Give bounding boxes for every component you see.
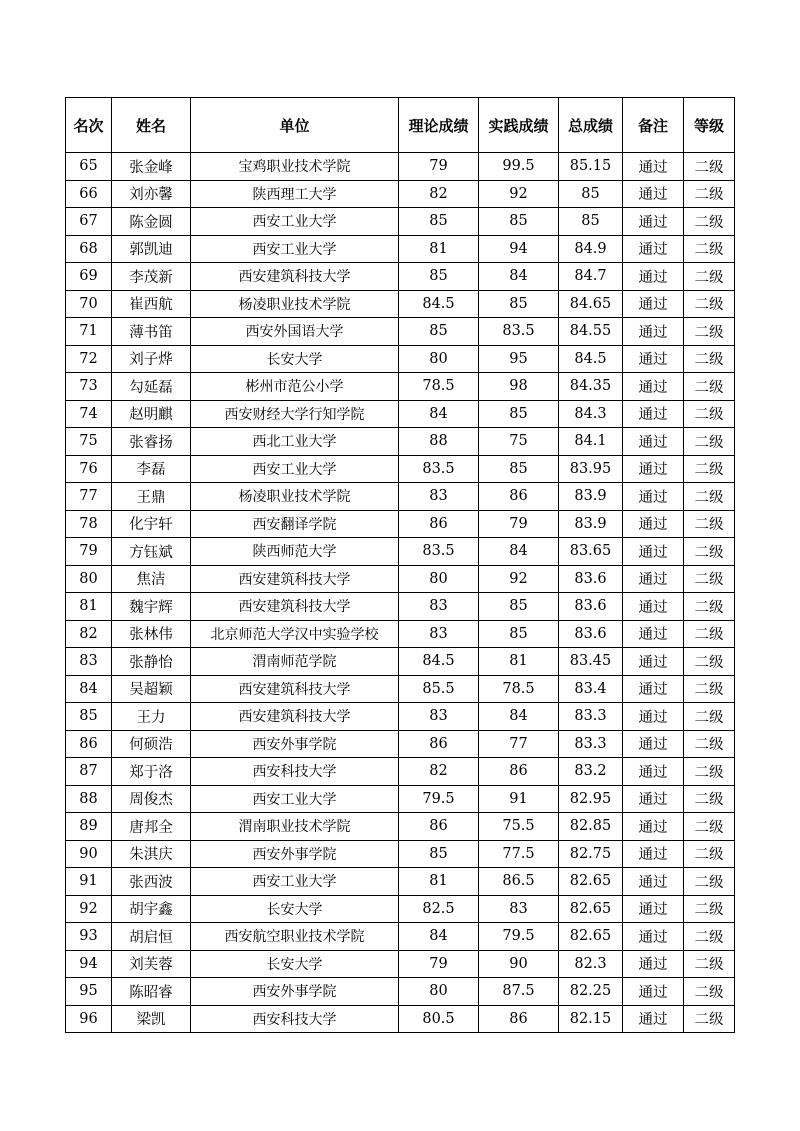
cell-level: 二级: [684, 950, 735, 978]
cell-unit: 渭南师范学院: [191, 648, 399, 676]
table-row: [66, 510, 735, 538]
cell-remark: 通过: [623, 730, 684, 758]
cell-total-score: 84.3: [559, 400, 623, 428]
cell-total-score: 83.2: [559, 758, 623, 786]
cell-name: 唐邦全: [112, 813, 191, 841]
cell-remark: 通过: [623, 785, 684, 813]
cell-level: 二级: [684, 483, 735, 511]
cell-name: 郑于洛: [112, 758, 191, 786]
cell-unit: 杨凌职业技术学院: [191, 290, 399, 318]
cell-total-score: 83.3: [559, 730, 623, 758]
cell-rank: 72: [66, 345, 112, 373]
cell-theory-score: 83: [399, 703, 479, 731]
cell-rank: 90: [66, 840, 112, 868]
cell-remark: 通过: [623, 538, 684, 566]
cell-theory-score: 85: [399, 840, 479, 868]
cell-practice-score: 94: [479, 235, 559, 263]
table-row: [66, 400, 735, 428]
cell-rank: 75: [66, 428, 112, 456]
cell-unit: 西安建筑科技大学: [191, 263, 399, 291]
cell-name: 张西波: [112, 868, 191, 896]
table-row: [66, 153, 735, 181]
cell-remark: 通过: [623, 648, 684, 676]
cell-practice-score: 92: [479, 565, 559, 593]
table-row: [66, 538, 735, 566]
cell-unit: 陕西理工大学: [191, 180, 399, 208]
cell-level: 二级: [684, 1005, 735, 1033]
cell-name: 刘芙蓉: [112, 950, 191, 978]
cell-level: 二级: [684, 428, 735, 456]
cell-remark: 通过: [623, 758, 684, 786]
cell-total-score: 84.1: [559, 428, 623, 456]
cell-name: 何硕浩: [112, 730, 191, 758]
cell-remark: 通过: [623, 483, 684, 511]
cell-unit: 西安建筑科技大学: [191, 675, 399, 703]
cell-rank: 71: [66, 318, 112, 346]
cell-total-score: 83.9: [559, 510, 623, 538]
cell-remark: 通过: [623, 373, 684, 401]
table-row: [66, 730, 735, 758]
cell-name: 陈昭睿: [112, 978, 191, 1006]
cell-theory-score: 82: [399, 758, 479, 786]
cell-name: 焦洁: [112, 565, 191, 593]
cell-level: 二级: [684, 840, 735, 868]
cell-remark: 通过: [623, 345, 684, 373]
cell-name: 胡启恒: [112, 923, 191, 951]
cell-total-score: 83.6: [559, 620, 623, 648]
cell-name: 刘亦馨: [112, 180, 191, 208]
table-header-row: [66, 98, 735, 153]
cell-theory-score: 83: [399, 483, 479, 511]
cell-total-score: 84.35: [559, 373, 623, 401]
cell-total-score: 83.45: [559, 648, 623, 676]
cell-level: 二级: [684, 895, 735, 923]
cell-theory-score: 80: [399, 345, 479, 373]
cell-total-score: 82.65: [559, 895, 623, 923]
results-table: [65, 97, 735, 1033]
cell-level: 二级: [684, 538, 735, 566]
cell-practice-score: 81: [479, 648, 559, 676]
cell-rank: 67: [66, 208, 112, 236]
header-rank: 名次: [66, 98, 112, 153]
cell-name: 张睿扬: [112, 428, 191, 456]
cell-unit: 渭南职业技术学院: [191, 813, 399, 841]
cell-rank: 92: [66, 895, 112, 923]
cell-practice-score: 84: [479, 703, 559, 731]
table-row: [66, 455, 735, 483]
cell-level: 二级: [684, 400, 735, 428]
cell-rank: 79: [66, 538, 112, 566]
cell-total-score: 84.7: [559, 263, 623, 291]
cell-theory-score: 83.5: [399, 455, 479, 483]
cell-level: 二级: [684, 153, 735, 181]
cell-remark: 通过: [623, 565, 684, 593]
table-row: [66, 813, 735, 841]
cell-level: 二级: [684, 263, 735, 291]
cell-name: 李茂新: [112, 263, 191, 291]
cell-rank: 84: [66, 675, 112, 703]
cell-rank: 68: [66, 235, 112, 263]
cell-name: 赵明麒: [112, 400, 191, 428]
table-row: [66, 318, 735, 346]
cell-practice-score: 79.5: [479, 923, 559, 951]
cell-name: 薄书笛: [112, 318, 191, 346]
table-row: [66, 345, 735, 373]
table-row: [66, 263, 735, 291]
cell-name: 王鼎: [112, 483, 191, 511]
table-row: [66, 373, 735, 401]
cell-name: 陈金圆: [112, 208, 191, 236]
cell-remark: 通过: [623, 510, 684, 538]
cell-theory-score: 85: [399, 263, 479, 291]
cell-unit: 西安建筑科技大学: [191, 703, 399, 731]
cell-theory-score: 78.5: [399, 373, 479, 401]
cell-theory-score: 82: [399, 180, 479, 208]
cell-practice-score: 78.5: [479, 675, 559, 703]
cell-theory-score: 84.5: [399, 648, 479, 676]
cell-remark: 通过: [623, 153, 684, 181]
cell-level: 二级: [684, 730, 735, 758]
cell-unit: 彬州市范公小学: [191, 373, 399, 401]
cell-theory-score: 86: [399, 730, 479, 758]
cell-unit: 长安大学: [191, 345, 399, 373]
cell-level: 二级: [684, 758, 735, 786]
cell-rank: 66: [66, 180, 112, 208]
cell-theory-score: 82.5: [399, 895, 479, 923]
cell-rank: 95: [66, 978, 112, 1006]
cell-theory-score: 79: [399, 950, 479, 978]
cell-total-score: 82.15: [559, 1005, 623, 1033]
cell-total-score: 82.65: [559, 868, 623, 896]
cell-name: 崔西航: [112, 290, 191, 318]
cell-total-score: 83.65: [559, 538, 623, 566]
cell-level: 二级: [684, 510, 735, 538]
table-row: [66, 895, 735, 923]
cell-practice-score: 98: [479, 373, 559, 401]
table-row: [66, 428, 735, 456]
table-row: [66, 978, 735, 1006]
cell-total-score: 83.4: [559, 675, 623, 703]
cell-remark: 通过: [623, 675, 684, 703]
cell-practice-score: 85: [479, 620, 559, 648]
cell-practice-score: 77.5: [479, 840, 559, 868]
table-row: [66, 950, 735, 978]
cell-total-score: 82.95: [559, 785, 623, 813]
cell-rank: 70: [66, 290, 112, 318]
cell-unit: 陕西师范大学: [191, 538, 399, 566]
cell-level: 二级: [684, 235, 735, 263]
cell-remark: 通过: [623, 455, 684, 483]
cell-level: 二级: [684, 923, 735, 951]
cell-level: 二级: [684, 978, 735, 1006]
cell-theory-score: 81: [399, 868, 479, 896]
cell-unit: 宝鸡职业技术学院: [191, 153, 399, 181]
cell-theory-score: 86: [399, 510, 479, 538]
cell-level: 二级: [684, 208, 735, 236]
cell-rank: 82: [66, 620, 112, 648]
cell-practice-score: 85: [479, 208, 559, 236]
table-row: [66, 483, 735, 511]
cell-practice-score: 86: [479, 758, 559, 786]
cell-rank: 85: [66, 703, 112, 731]
cell-practice-score: 79: [479, 510, 559, 538]
cell-unit: 西安建筑科技大学: [191, 593, 399, 621]
cell-unit: 长安大学: [191, 950, 399, 978]
cell-unit: 西安财经大学行知学院: [191, 400, 399, 428]
cell-level: 二级: [684, 318, 735, 346]
table-row: [66, 648, 735, 676]
cell-practice-score: 86: [479, 1005, 559, 1033]
cell-remark: 通过: [623, 813, 684, 841]
cell-practice-score: 85: [479, 290, 559, 318]
cell-practice-score: 91: [479, 785, 559, 813]
cell-theory-score: 85.5: [399, 675, 479, 703]
cell-theory-score: 79: [399, 153, 479, 181]
cell-practice-score: 83.5: [479, 318, 559, 346]
table-row: [66, 593, 735, 621]
header-name: 姓名: [112, 98, 191, 153]
cell-unit: 西北工业大学: [191, 428, 399, 456]
cell-theory-score: 81: [399, 235, 479, 263]
cell-practice-score: 75.5: [479, 813, 559, 841]
cell-remark: 通过: [623, 428, 684, 456]
header-unit: 单位: [191, 98, 399, 153]
cell-practice-score: 75: [479, 428, 559, 456]
cell-level: 二级: [684, 648, 735, 676]
cell-level: 二级: [684, 868, 735, 896]
cell-name: 张金峰: [112, 153, 191, 181]
table-row: [66, 620, 735, 648]
cell-practice-score: 86.5: [479, 868, 559, 896]
cell-theory-score: 83: [399, 620, 479, 648]
cell-name: 张静怡: [112, 648, 191, 676]
cell-level: 二级: [684, 675, 735, 703]
cell-unit: 西安科技大学: [191, 758, 399, 786]
cell-total-score: 82.65: [559, 923, 623, 951]
cell-rank: 80: [66, 565, 112, 593]
cell-practice-score: 85: [479, 593, 559, 621]
table-row: [66, 868, 735, 896]
header-remark: 备注: [623, 98, 684, 153]
cell-rank: 91: [66, 868, 112, 896]
cell-remark: 通过: [623, 950, 684, 978]
header-theory-score: 理论成绩: [399, 98, 479, 153]
cell-theory-score: 85: [399, 208, 479, 236]
cell-level: 二级: [684, 620, 735, 648]
cell-name: 梁凯: [112, 1005, 191, 1033]
cell-total-score: 83.6: [559, 593, 623, 621]
cell-practice-score: 85: [479, 400, 559, 428]
cell-unit: 西安外事学院: [191, 840, 399, 868]
cell-theory-score: 80: [399, 978, 479, 1006]
cell-theory-score: 84.5: [399, 290, 479, 318]
cell-level: 二级: [684, 290, 735, 318]
header-practice-score: 实践成绩: [479, 98, 559, 153]
cell-rank: 93: [66, 923, 112, 951]
cell-total-score: 84.5: [559, 345, 623, 373]
cell-level: 二级: [684, 345, 735, 373]
cell-total-score: 83.6: [559, 565, 623, 593]
cell-theory-score: 80.5: [399, 1005, 479, 1033]
cell-remark: 通过: [623, 318, 684, 346]
cell-unit: 西安科技大学: [191, 1005, 399, 1033]
cell-theory-score: 85: [399, 318, 479, 346]
table-row: [66, 208, 735, 236]
cell-remark: 通过: [623, 400, 684, 428]
cell-theory-score: 86: [399, 813, 479, 841]
cell-rank: 96: [66, 1005, 112, 1033]
cell-remark: 通过: [623, 703, 684, 731]
cell-total-score: 84.65: [559, 290, 623, 318]
cell-remark: 通过: [623, 208, 684, 236]
cell-practice-score: 84: [479, 263, 559, 291]
cell-rank: 87: [66, 758, 112, 786]
cell-name: 魏宇辉: [112, 593, 191, 621]
cell-practice-score: 90: [479, 950, 559, 978]
cell-unit: 西安工业大学: [191, 868, 399, 896]
cell-remark: 通过: [623, 235, 684, 263]
cell-rank: 69: [66, 263, 112, 291]
cell-rank: 78: [66, 510, 112, 538]
cell-practice-score: 85: [479, 455, 559, 483]
cell-total-score: 82.3: [559, 950, 623, 978]
cell-total-score: 82.75: [559, 840, 623, 868]
cell-total-score: 84.55: [559, 318, 623, 346]
cell-unit: 长安大学: [191, 895, 399, 923]
cell-total-score: 82.85: [559, 813, 623, 841]
table-row: [66, 290, 735, 318]
cell-name: 胡宇鑫: [112, 895, 191, 923]
cell-name: 郭凯迪: [112, 235, 191, 263]
table-row: [66, 923, 735, 951]
cell-theory-score: 84: [399, 923, 479, 951]
cell-name: 吴超颖: [112, 675, 191, 703]
cell-rank: 77: [66, 483, 112, 511]
cell-level: 二级: [684, 180, 735, 208]
cell-practice-score: 92: [479, 180, 559, 208]
cell-level: 二级: [684, 593, 735, 621]
cell-name: 化宇轩: [112, 510, 191, 538]
table-row: [66, 180, 735, 208]
cell-remark: 通过: [623, 290, 684, 318]
cell-remark: 通过: [623, 180, 684, 208]
cell-unit: 西安建筑科技大学: [191, 565, 399, 593]
cell-remark: 通过: [623, 263, 684, 291]
cell-rank: 89: [66, 813, 112, 841]
cell-unit: 西安航空职业技术学院: [191, 923, 399, 951]
cell-theory-score: 88: [399, 428, 479, 456]
cell-practice-score: 84: [479, 538, 559, 566]
cell-remark: 通过: [623, 978, 684, 1006]
cell-name: 周俊杰: [112, 785, 191, 813]
cell-remark: 通过: [623, 1005, 684, 1033]
table-row: [66, 565, 735, 593]
cell-unit: 西安工业大学: [191, 455, 399, 483]
cell-practice-score: 99.5: [479, 153, 559, 181]
cell-level: 二级: [684, 373, 735, 401]
cell-total-score: 83.3: [559, 703, 623, 731]
cell-remark: 通过: [623, 620, 684, 648]
cell-total-score: 84.9: [559, 235, 623, 263]
cell-theory-score: 83.5: [399, 538, 479, 566]
cell-theory-score: 80: [399, 565, 479, 593]
cell-practice-score: 95: [479, 345, 559, 373]
cell-theory-score: 83: [399, 593, 479, 621]
table-body: [66, 153, 735, 1033]
cell-rank: 88: [66, 785, 112, 813]
cell-total-score: 83.9: [559, 483, 623, 511]
table-row: [66, 1005, 735, 1033]
cell-rank: 86: [66, 730, 112, 758]
table-row: [66, 758, 735, 786]
cell-remark: 通过: [623, 840, 684, 868]
cell-unit: 西安工业大学: [191, 785, 399, 813]
table-row: [66, 703, 735, 731]
cell-level: 二级: [684, 565, 735, 593]
cell-rank: 83: [66, 648, 112, 676]
cell-rank: 94: [66, 950, 112, 978]
table-row: [66, 785, 735, 813]
cell-practice-score: 86: [479, 483, 559, 511]
header-total-score: 总成绩: [559, 98, 623, 153]
cell-rank: 65: [66, 153, 112, 181]
cell-level: 二级: [684, 455, 735, 483]
table-row: [66, 675, 735, 703]
cell-unit: 杨凌职业技术学院: [191, 483, 399, 511]
cell-rank: 76: [66, 455, 112, 483]
cell-unit: 西安工业大学: [191, 235, 399, 263]
cell-remark: 通过: [623, 868, 684, 896]
cell-name: 刘子烨: [112, 345, 191, 373]
cell-practice-score: 87.5: [479, 978, 559, 1006]
cell-unit: 西安外事学院: [191, 978, 399, 1006]
header-level: 等级: [684, 98, 735, 153]
cell-theory-score: 84: [399, 400, 479, 428]
cell-rank: 81: [66, 593, 112, 621]
cell-unit: 西安外国语大学: [191, 318, 399, 346]
table-row: [66, 840, 735, 868]
cell-remark: 通过: [623, 923, 684, 951]
cell-practice-score: 77: [479, 730, 559, 758]
cell-name: 王力: [112, 703, 191, 731]
cell-name: 张林伟: [112, 620, 191, 648]
cell-rank: 73: [66, 373, 112, 401]
cell-total-score: 82.25: [559, 978, 623, 1006]
cell-unit: 西安翻译学院: [191, 510, 399, 538]
cell-unit: 北京师范大学汉中实验学校: [191, 620, 399, 648]
cell-level: 二级: [684, 813, 735, 841]
cell-level: 二级: [684, 703, 735, 731]
cell-total-score: 85: [559, 180, 623, 208]
cell-unit: 西安外事学院: [191, 730, 399, 758]
cell-total-score: 85: [559, 208, 623, 236]
cell-remark: 通过: [623, 593, 684, 621]
cell-practice-score: 83: [479, 895, 559, 923]
cell-theory-score: 79.5: [399, 785, 479, 813]
cell-name: 勾延磊: [112, 373, 191, 401]
cell-remark: 通过: [623, 895, 684, 923]
cell-unit: 西安工业大学: [191, 208, 399, 236]
cell-rank: 74: [66, 400, 112, 428]
cell-total-score: 83.95: [559, 455, 623, 483]
cell-name: 方钰斌: [112, 538, 191, 566]
cell-total-score: 85.15: [559, 153, 623, 181]
table-row: [66, 235, 735, 263]
cell-level: 二级: [684, 785, 735, 813]
cell-name: 李磊: [112, 455, 191, 483]
cell-name: 朱淇庆: [112, 840, 191, 868]
